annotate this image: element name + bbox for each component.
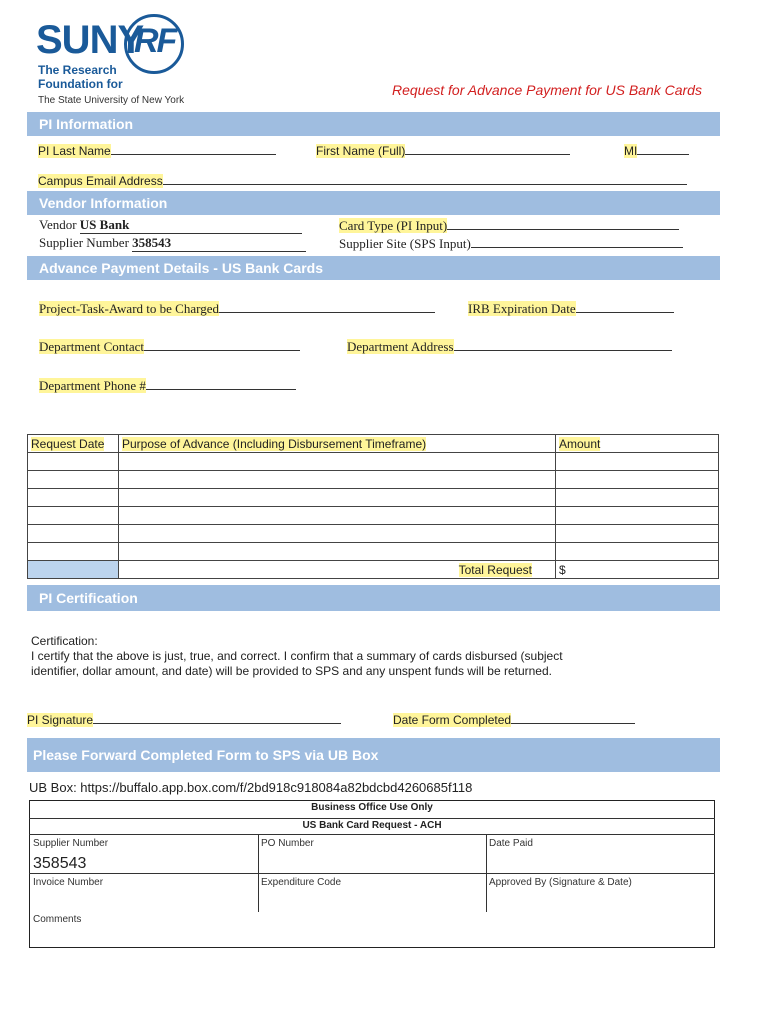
card-type-field[interactable] <box>339 217 679 234</box>
mi-label: MI <box>624 144 638 158</box>
irb-expiration-field[interactable] <box>468 300 674 317</box>
section-pi-certification: PI Certification <box>27 585 720 611</box>
mi-field[interactable] <box>624 142 689 158</box>
table-row[interactable] <box>28 507 719 525</box>
document-title: Request for Advance Payment for US Bank Cards <box>392 82 702 98</box>
first-name-label: First Name (Full) <box>316 144 406 158</box>
ub-box-link[interactable]: UB Box: https://buffalo.app.box.com/f/2bd918c918084a82bdcbd4260685f118 <box>29 780 473 795</box>
office-comments-label: Comments <box>33 914 82 925</box>
department-address-label: Department Address <box>347 339 454 354</box>
table-row[interactable] <box>28 471 719 489</box>
campus-email-label: Campus Email Address <box>38 174 163 188</box>
logo-line3: The State University of New York <box>38 95 185 106</box>
office-approved-by-label: Approved By (Signature & Date) <box>489 877 632 888</box>
vendor-value: US Bank <box>80 217 302 234</box>
department-contact-label: Department Contact <box>39 339 145 354</box>
col-purpose: Purpose of Advance (Including Disbursement Timeframe) <box>119 435 556 453</box>
section-advance-payment: Advance Payment Details - US Bank Cards <box>27 256 720 280</box>
logo-suny-text: SUNY <box>36 18 144 62</box>
total-amount-cell[interactable]: $ <box>556 561 719 579</box>
col-request-date: Request Date <box>28 435 119 453</box>
date-form-completed-field[interactable] <box>393 711 635 727</box>
section-vendor-information: Vendor Information <box>27 191 720 215</box>
request-table <box>27 434 719 579</box>
irb-expiration-label: IRB Expiration Date <box>468 301 576 316</box>
campus-email-field[interactable] <box>38 172 687 188</box>
department-phone-field[interactable] <box>39 377 296 394</box>
supplier-number-field[interactable] <box>39 235 306 252</box>
pta-field[interactable] <box>39 300 435 317</box>
logo-rf-text: RF <box>134 22 176 60</box>
department-contact-field[interactable] <box>39 338 300 355</box>
table-row[interactable] <box>28 489 719 507</box>
pi-signature-label: PI Signature <box>27 713 94 727</box>
certification-line2: identifier, dollar amount, and date) will be provided to SPS and any unspent funds will be returned. <box>31 664 552 678</box>
logo-line2: Foundation for <box>38 77 123 91</box>
supplier-site-label: Supplier Site (SPS Input) <box>339 236 471 251</box>
certification-line1: I certify that the above is just, true, and correct. I confirm that a summary of cards disbursed (subject <box>31 649 563 663</box>
supplier-site-field[interactable] <box>339 235 683 252</box>
us-bank-card-request-title: US Bank Card Request - ACH <box>302 820 442 831</box>
office-expenditure-code-label: Expenditure Code <box>261 877 342 888</box>
table-row[interactable] <box>28 453 719 471</box>
pi-last-name-label: PI Last Name <box>38 144 111 158</box>
table-row[interactable] <box>28 543 719 561</box>
first-name-field[interactable] <box>316 142 570 158</box>
office-supplier-number-value[interactable]: 358543 <box>33 855 87 872</box>
pi-signature-field[interactable] <box>27 711 341 727</box>
office-po-number-label: PO Number <box>261 838 314 849</box>
vendor-field[interactable] <box>39 217 302 234</box>
supplier-number-value: 358543 <box>132 235 306 252</box>
certification-label: Certification: <box>31 634 98 648</box>
pi-last-name-field[interactable] <box>38 142 276 158</box>
vendor-label: Vendor <box>39 217 77 232</box>
department-address-field[interactable] <box>347 338 672 355</box>
col-amount: Amount <box>556 435 719 453</box>
section-forward: Please Forward Completed Form to SPS via UB Box <box>27 738 720 772</box>
office-invoice-number-label: Invoice Number <box>33 877 104 888</box>
table-total-row <box>28 561 719 579</box>
date-form-completed-label: Date Form Completed <box>393 713 512 727</box>
section-pi-information: PI Information <box>27 112 720 136</box>
logo-line1: The Research <box>38 63 117 77</box>
office-date-paid-label: Date Paid <box>489 838 533 849</box>
supplier-number-label: Supplier Number <box>39 235 129 250</box>
card-type-label: Card Type (PI Input) <box>339 218 448 233</box>
business-office-title: Business Office Use Only <box>311 802 433 813</box>
pta-label: Project-Task-Award to be Charged <box>39 301 219 316</box>
table-header-row <box>28 435 719 453</box>
department-phone-label: Department Phone # <box>39 378 146 393</box>
certification-text <box>31 634 563 679</box>
total-request-label: Total Request <box>119 561 556 579</box>
office-supplier-number-label: Supplier Number <box>33 838 109 849</box>
table-row[interactable] <box>28 525 719 543</box>
